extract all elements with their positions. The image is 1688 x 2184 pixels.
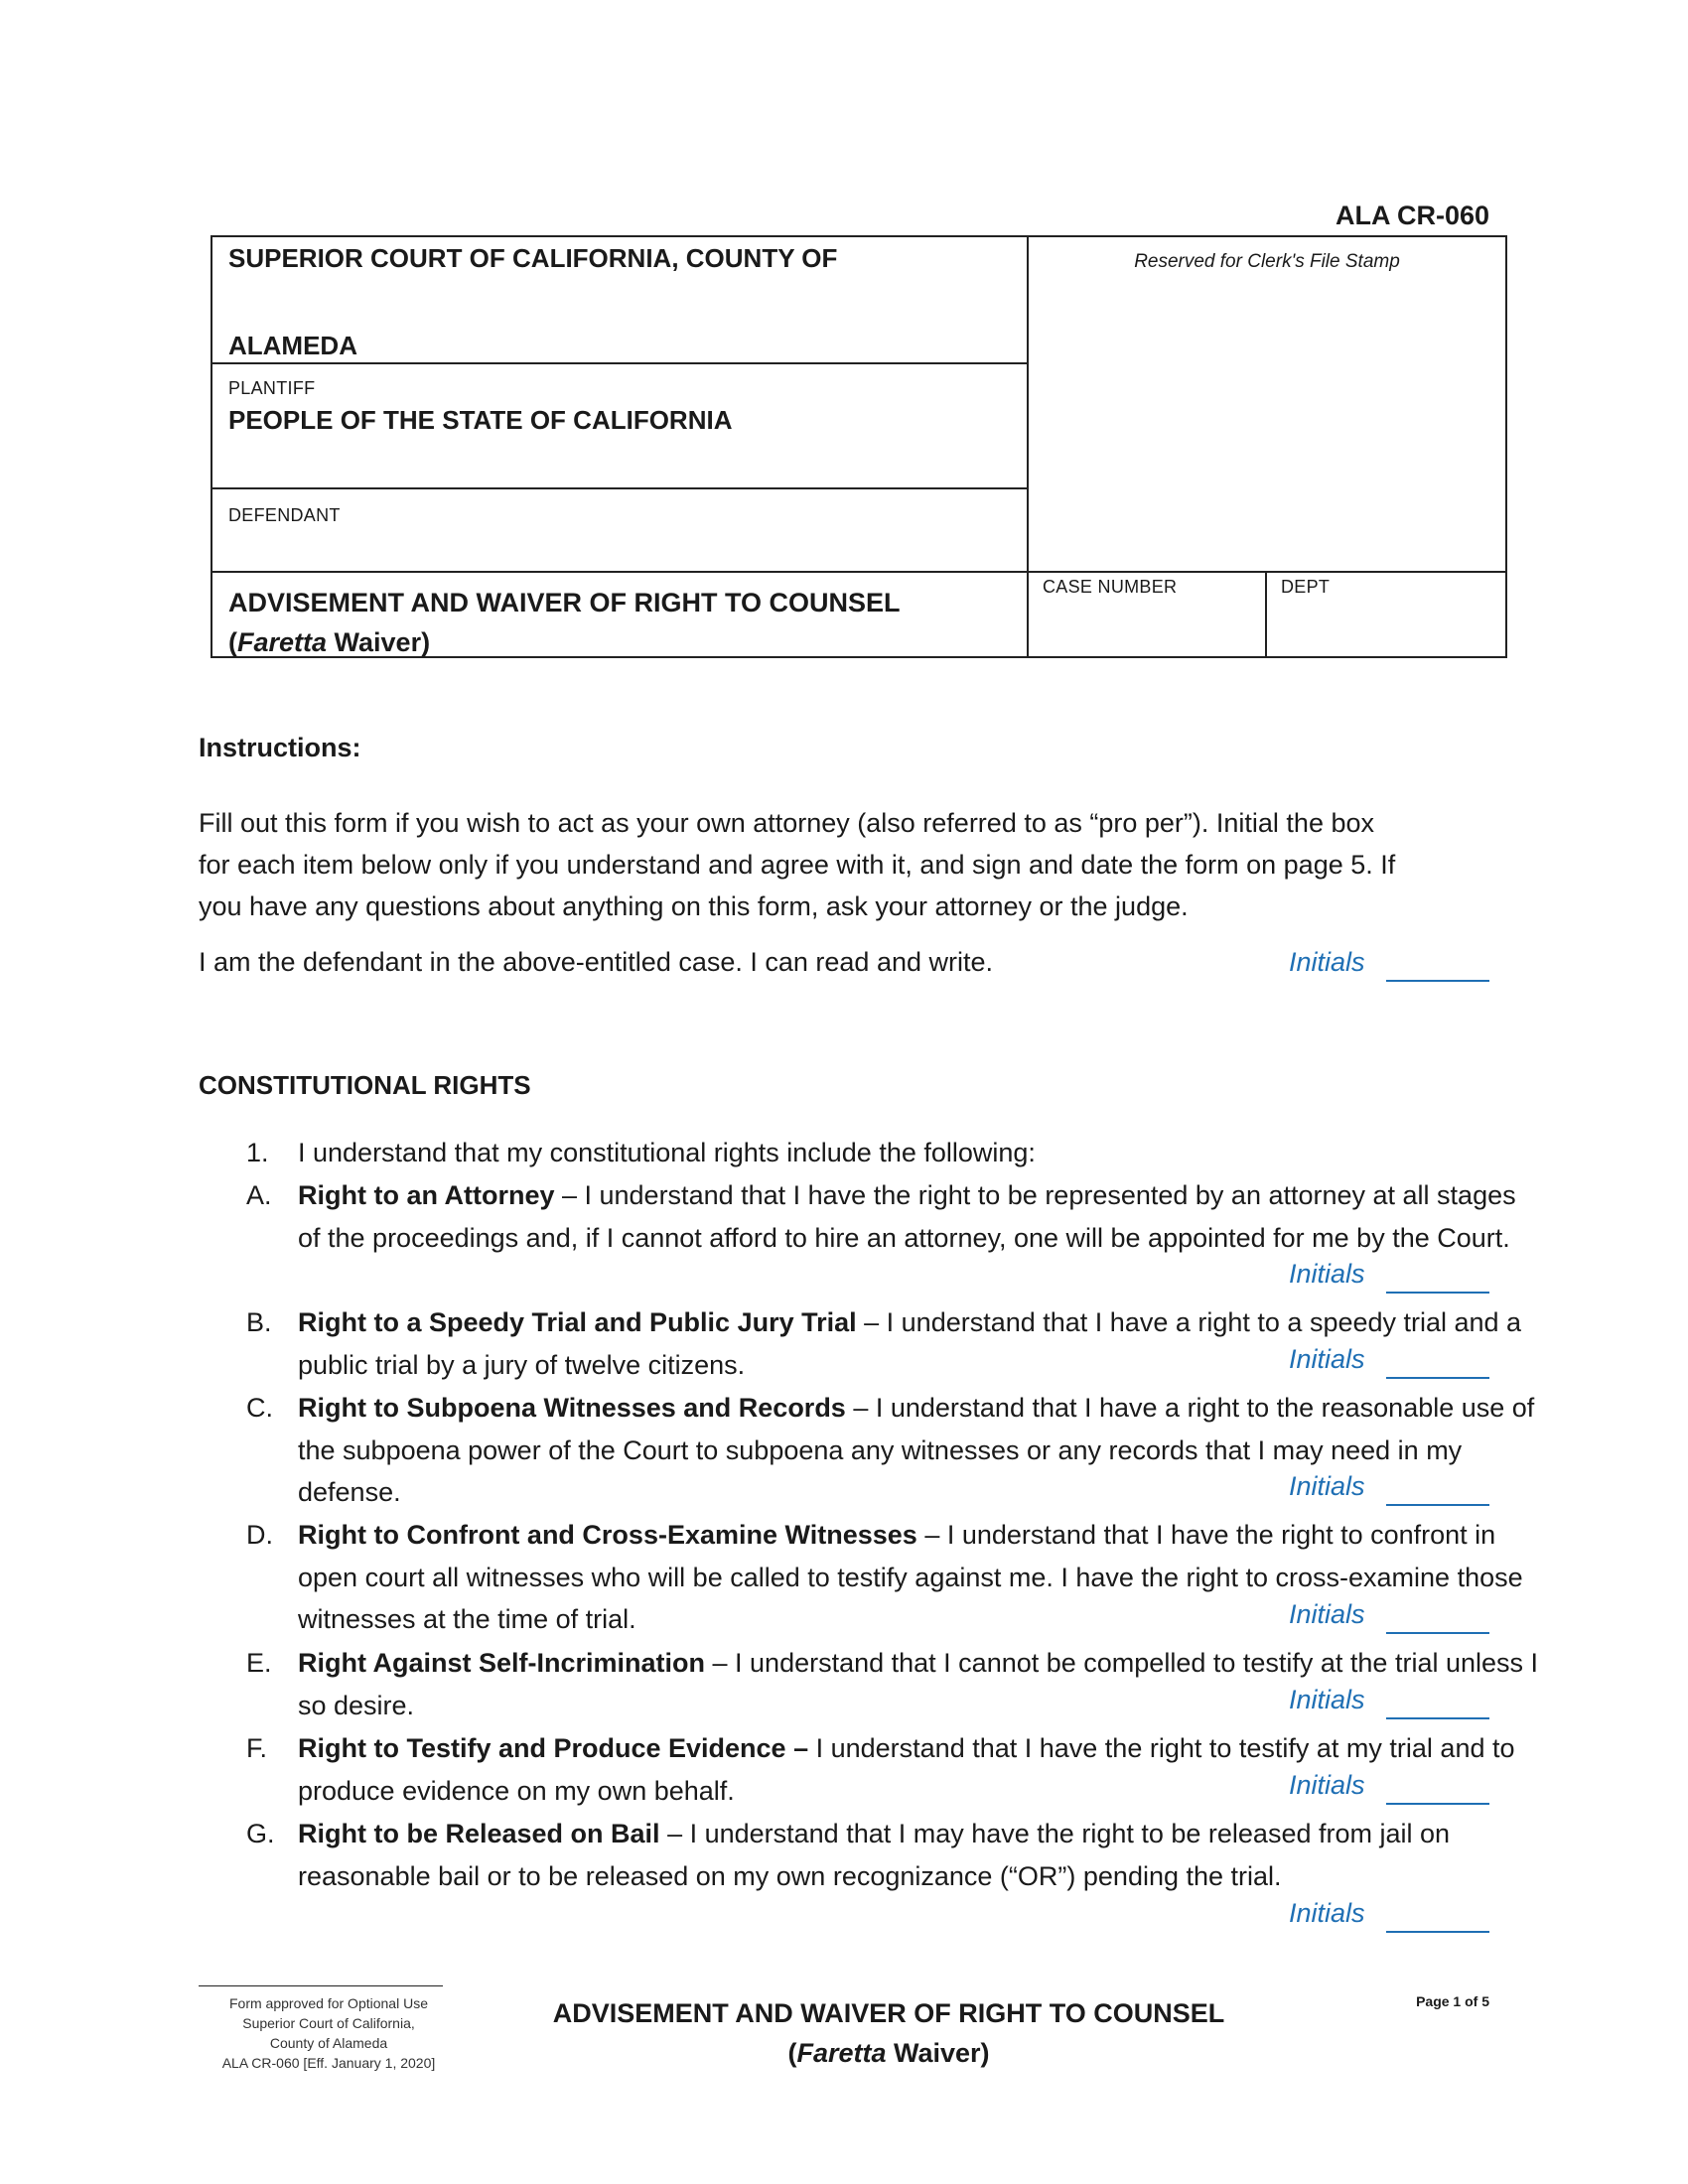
defendant-label: DEFENDANT [228, 505, 341, 525]
instructions-paragraph [199, 802, 1489, 927]
footer-title-line-1: ADVISEMENT AND WAIVER OF RIGHT TO COUNSEL [552, 1998, 1225, 2028]
footer-info-line: ALA CR-060 [Eff. January 1, 2020] [221, 2055, 436, 2071]
form-title-line-1: ADVISEMENT AND WAIVER OF RIGHT TO COUNSEL [228, 588, 901, 617]
initials-label: Initials [1289, 1599, 1365, 1629]
right-description: – I understand that I have the right to confront in open court all witnesses who will be called to testify against me. I have the right to cross-examine those witnesses at the time of trial. [298, 1520, 1523, 1635]
item-label: E. [246, 1648, 272, 1678]
instructions-line-1: Fill out this form if you wish to act as your own attorney (also referred to as “pro per”). Initial the box [199, 808, 1374, 838]
item-text [298, 1174, 1541, 1259]
court-line-2: ALAMEDA [228, 331, 357, 360]
footer-divider [199, 1985, 443, 1986]
initials-field[interactable] [1289, 947, 1489, 978]
initials-blank[interactable] [1386, 1803, 1489, 1805]
initials-label: Initials [1289, 1898, 1365, 1928]
dept-field[interactable] [1267, 573, 1505, 658]
initials-label: Initials [1289, 947, 1365, 977]
initials-label: Initials [1289, 1685, 1365, 1714]
item-label: A. [246, 1180, 272, 1210]
right-title: Right to Testify and Produce Evidence – [298, 1733, 809, 1763]
right-description: – I understand that I have a right to the reasonable use of the subpoena power of the Court to subpoena any witnesses or any records that I may need in my defense. [298, 1393, 1535, 1508]
initials-blank[interactable] [1386, 1504, 1489, 1506]
right-description: – I understand that I may have the right to be released from jail on reasonable bail or to be released on my own recognizance (“OR”) pending the trial. [298, 1819, 1451, 1891]
clerk-stamp-area [1029, 237, 1505, 573]
caption-table [211, 235, 1507, 658]
right-title: Right to a Speedy Trial and Public Jury Trial [298, 1307, 857, 1337]
right-description: – I understand that I have a right to a speedy trial and a public trial by a jury of twelve citizens. [298, 1307, 1522, 1380]
clerk-stamp-label: Reserved for Clerk's File Stamp [1134, 251, 1400, 272]
right-title: Right to Subpoena Witnesses and Records [298, 1393, 846, 1423]
item-label: F. [246, 1733, 268, 1763]
initials-label: Initials [1289, 1344, 1365, 1374]
initials-field[interactable] [1289, 1898, 1489, 1929]
defendant-field[interactable] [212, 489, 1029, 573]
right-description: – I understand that I cannot be compelled to testify at the trial unless I so desire. [298, 1648, 1539, 1720]
court-name-cell [212, 237, 1029, 364]
item-label: 1. [246, 1138, 269, 1167]
footer-title [477, 1993, 1301, 2073]
form-id: ALA CR-060 [1335, 201, 1489, 230]
instructions-line-2: for each item below only if you understand and agree with it, and sign and date the form on page 5. If [199, 850, 1396, 880]
footer-title-suffix: Waiver) [886, 2038, 990, 2068]
instructions-heading: Instructions: [199, 733, 361, 762]
footer-form-info [199, 1993, 459, 2073]
item-text [298, 1813, 1541, 1897]
footer-info-line: Form approved for Optional Use [229, 1995, 428, 2011]
plaintiff-value: PEOPLE OF THE STATE OF CALIFORNIA [228, 405, 733, 435]
plaintiff-cell[interactable] [212, 364, 1029, 489]
initials-label: Initials [1289, 1471, 1365, 1501]
footer-title-italic: Faretta [796, 2038, 887, 2068]
case-number-field[interactable] [1029, 573, 1267, 658]
initials-field[interactable] [1289, 1471, 1489, 1502]
right-description: I understand that I have the right to testify at my trial and to produce evidence on my own behalf. [298, 1733, 1515, 1806]
right-description: – I understand that I have the right to be represented by an attorney at all stages of the proceedings and, if I cannot afford to hire an attorney, one will be appointed for me by the Court. [298, 1180, 1516, 1253]
form-title-cell [212, 573, 1029, 658]
footer-title-line-2: (Faretta Waiver) [787, 2038, 990, 2068]
right-title: Right to an Attorney [298, 1180, 555, 1210]
initials-field[interactable] [1289, 1685, 1489, 1715]
footer-info-line: County of Alameda [269, 2035, 388, 2051]
form-title-suffix: Waiver) [327, 627, 431, 657]
court-line-1: SUPERIOR COURT OF CALIFORNIA, COUNTY OF [228, 243, 838, 273]
defendant-statement: I am the defendant in the above-entitled case. I can read and write. [199, 947, 994, 977]
item-label: G. [246, 1819, 275, 1848]
case-number-label: CASE NUMBER [1043, 577, 1178, 597]
item-text: I understand that my constitutional rights include the following: [298, 1138, 1036, 1167]
initials-blank[interactable] [1386, 1377, 1489, 1379]
item-label: C. [246, 1393, 273, 1423]
initials-field[interactable] [1289, 1259, 1489, 1290]
initials-blank[interactable] [1386, 1292, 1489, 1294]
right-title: Right to Confront and Cross-Examine Witnesses [298, 1520, 917, 1550]
form-title-italic: Faretta [237, 627, 328, 657]
dept-label: DEPT [1281, 577, 1331, 597]
initials-blank[interactable] [1386, 1931, 1489, 1933]
right-title: Right Against Self-Incrimination [298, 1648, 706, 1678]
instructions-line-3: you have any questions about anything on this form, ask your attorney or the judge. [199, 891, 1189, 921]
initials-label: Initials [1289, 1259, 1365, 1289]
initials-label: Initials [1289, 1770, 1365, 1800]
form-title-line-2: (Faretta Waiver) [228, 627, 431, 657]
section-heading: CONSTITUTIONAL RIGHTS [199, 1070, 531, 1100]
initials-field[interactable] [1289, 1344, 1489, 1375]
item-label: B. [246, 1307, 272, 1337]
initials-field[interactable] [1289, 1770, 1489, 1801]
plaintiff-label: PLANTIFF [228, 378, 316, 398]
right-title: Right to be Released on Bail [298, 1819, 660, 1848]
initials-blank[interactable] [1386, 1717, 1489, 1719]
footer-info-line: Superior Court of California, [242, 2015, 415, 2031]
initials-blank[interactable] [1386, 980, 1489, 982]
initials-field[interactable] [1289, 1599, 1489, 1630]
page-number: Page 1 of 5 [1416, 1993, 1489, 2009]
item-label: D. [246, 1520, 273, 1550]
initials-blank[interactable] [1386, 1632, 1489, 1634]
